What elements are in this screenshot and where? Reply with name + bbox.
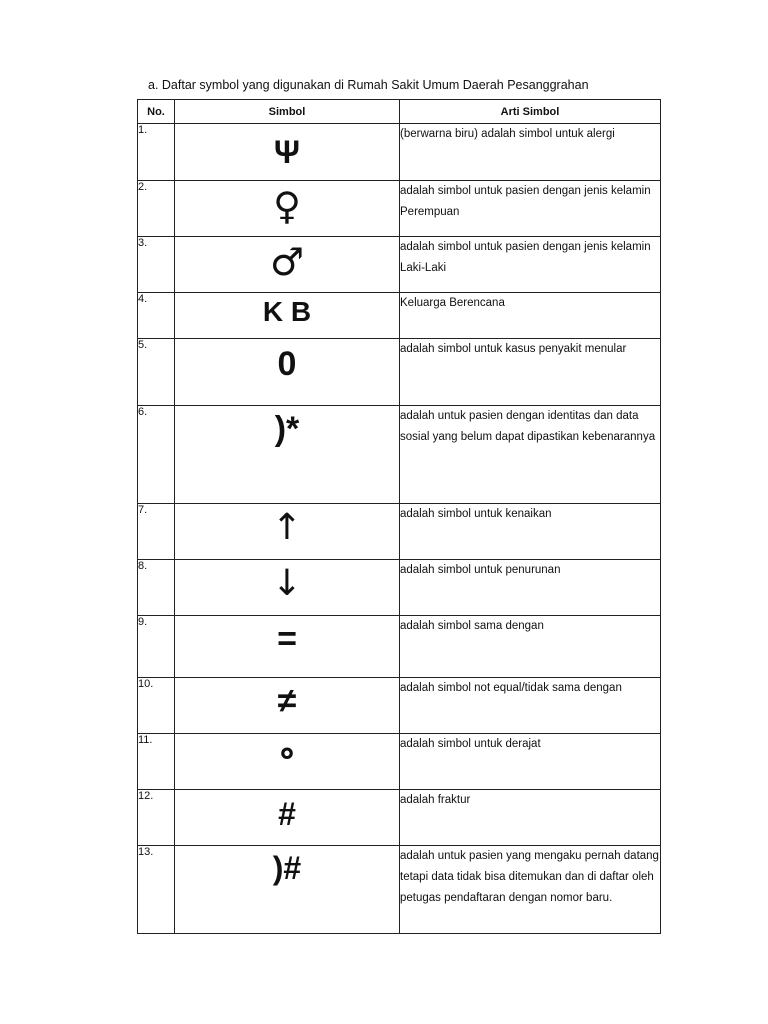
row-number: 12. bbox=[138, 790, 175, 846]
symbol-glyph: = bbox=[277, 620, 297, 658]
symbol-cell bbox=[175, 560, 400, 616]
symbol-glyph: # bbox=[278, 796, 296, 832]
row-number: 1. bbox=[138, 124, 175, 181]
meaning-cell: (berwarna biru) adalah simbol untuk alergi bbox=[400, 124, 661, 181]
header-symbol: Simbol bbox=[175, 100, 400, 124]
symbol-glyph: )* bbox=[274, 410, 300, 448]
meaning-cell: Keluarga Berencana bbox=[400, 293, 661, 339]
symbol-cell bbox=[175, 124, 400, 181]
meaning-cell: adalah simbol not equal/tidak sama dengan bbox=[400, 678, 661, 734]
table-row bbox=[138, 406, 661, 504]
table-row bbox=[138, 181, 661, 237]
table-row bbox=[138, 790, 661, 846]
row-number: 8. bbox=[138, 560, 175, 616]
table-row bbox=[138, 293, 661, 339]
symbol-glyph: ♀ bbox=[273, 184, 301, 228]
symbol-cell bbox=[175, 293, 400, 339]
symbol-cell bbox=[175, 616, 400, 678]
meaning-cell: adalah simbol untuk penurunan bbox=[400, 560, 661, 616]
table-row bbox=[138, 124, 661, 181]
symbol-glyph: K B bbox=[262, 296, 312, 327]
header-no: No. bbox=[138, 100, 175, 124]
row-number: 13. bbox=[138, 846, 175, 934]
meaning-cell: adalah simbol untuk pasien dengan jenis kelamin Perempuan bbox=[400, 181, 661, 237]
row-number: 10. bbox=[138, 678, 175, 734]
row-number: 9. bbox=[138, 616, 175, 678]
table-row bbox=[138, 846, 661, 934]
symbol-glyph: ↑ bbox=[271, 507, 303, 548]
header-meaning: Arti Simbol bbox=[400, 100, 661, 124]
symbol-cell bbox=[175, 846, 400, 934]
symbol-glyph: )# bbox=[272, 850, 302, 886]
meaning-cell: adalah untuk pasien yang mengaku pernah datang tetapi data tidak bisa ditemukan dan di daftar oleh petugas pendaftaran dengan nomor baru. bbox=[400, 846, 661, 934]
symbol-glyph: ♂ bbox=[269, 240, 305, 284]
symbol-cell bbox=[175, 790, 400, 846]
table-row bbox=[138, 504, 661, 560]
symbol-glyph: 0 bbox=[277, 345, 297, 383]
table-row bbox=[138, 734, 661, 790]
symbol-glyph: Ψ bbox=[274, 134, 300, 170]
symbol-glyph: ↓ bbox=[271, 563, 303, 604]
table-row bbox=[138, 560, 661, 616]
symbol-cell bbox=[175, 504, 400, 560]
row-number: 4. bbox=[138, 293, 175, 339]
document-caption: a. Daftar symbol yang digunakan di Rumah Sakit Umum Daerah Pesanggrahan bbox=[148, 78, 589, 92]
meaning-cell: adalah simbol untuk pasien dengan jenis kelamin Laki-Laki bbox=[400, 237, 661, 293]
row-number: 11. bbox=[138, 734, 175, 790]
table-header-row bbox=[138, 100, 661, 124]
row-number: 2. bbox=[138, 181, 175, 237]
symbol-cell bbox=[175, 406, 400, 504]
meaning-cell: adalah untuk pasien dengan identitas dan data sosial yang belum dapat dipastikan kebenarannya bbox=[400, 406, 661, 504]
symbol-cell bbox=[175, 181, 400, 237]
meaning-cell: adalah simbol sama dengan bbox=[400, 616, 661, 678]
symbol-table bbox=[137, 99, 661, 934]
table-row bbox=[138, 616, 661, 678]
row-number: 6. bbox=[138, 406, 175, 504]
meaning-cell: adalah simbol untuk derajat bbox=[400, 734, 661, 790]
row-number: 5. bbox=[138, 339, 175, 406]
table-row bbox=[138, 237, 661, 293]
symbol-glyph: ∘ bbox=[276, 734, 298, 772]
symbol-cell bbox=[175, 734, 400, 790]
table-row bbox=[138, 678, 661, 734]
meaning-cell: adalah fraktur bbox=[400, 790, 661, 846]
table-row bbox=[138, 339, 661, 406]
row-number: 7. bbox=[138, 504, 175, 560]
symbol-cell bbox=[175, 678, 400, 734]
meaning-cell: adalah simbol untuk kenaikan bbox=[400, 504, 661, 560]
symbol-cell bbox=[175, 237, 400, 293]
symbol-cell bbox=[175, 339, 400, 406]
meaning-cell: adalah simbol untuk kasus penyakit menular bbox=[400, 339, 661, 406]
symbol-glyph: ≠ bbox=[277, 682, 297, 720]
row-number: 3. bbox=[138, 237, 175, 293]
